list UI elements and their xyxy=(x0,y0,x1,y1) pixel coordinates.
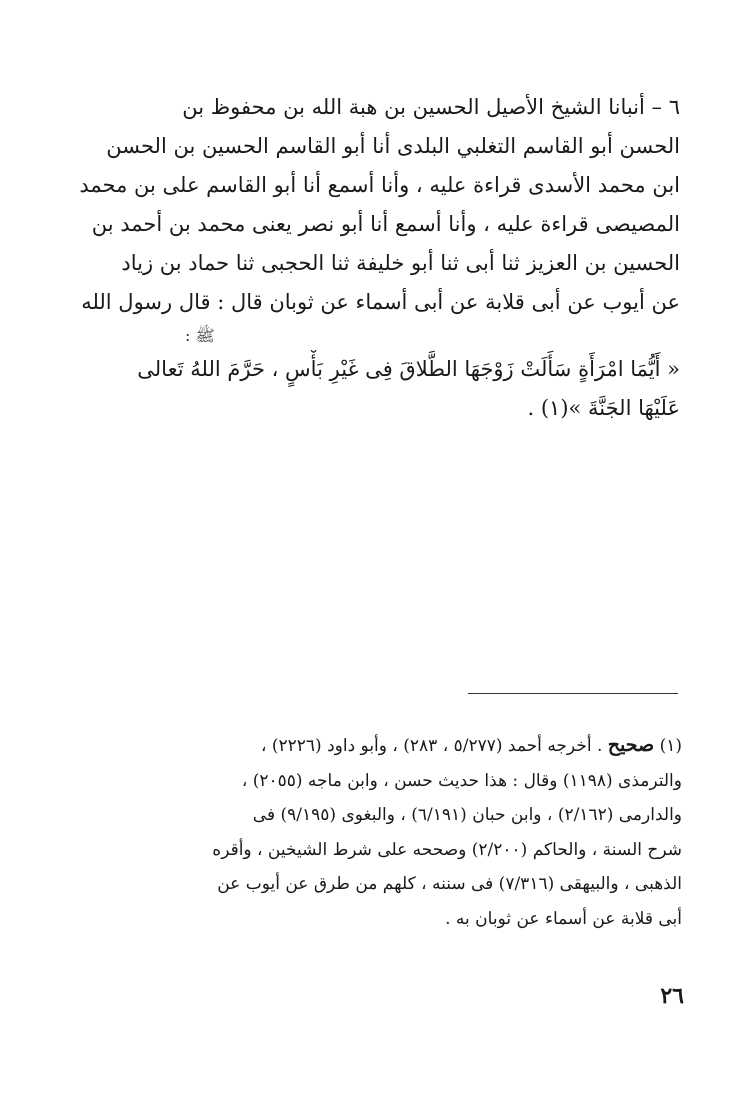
footnote-text: . أخرجه أحمد (٥/٢٧٧ ، ٢٨٣) ، وأبو داود (٢٢٢٦) ، xyxy=(260,736,603,756)
text-line: المصيصى قراءة عليه ، وأنا أسمع أنا أبو نصر يعنى محمد بن أحمد بن xyxy=(91,212,680,236)
text-line: عن أيوب عن أبى قلابة عن أبى أسماء عن ثوبان قال : قال رسول الله xyxy=(81,290,680,314)
footnotes-block xyxy=(70,728,682,936)
footnote-line xyxy=(70,728,682,764)
hadith-line: عَلَيْهَا الجَنَّةَ »(١) . xyxy=(527,396,680,420)
hadith-line: « أَيُّمَا امْرَأَةٍ سَأَلَتْ زَوْجَهَا الطَّلاقَ فِى غَيْرِ بَأْسٍ ، حَرَّمَ اللهُ تَعالى xyxy=(137,357,680,381)
main-text-block xyxy=(75,88,680,428)
footnote-line: والدارمى (٢/١٦٢) ، وابن حبان (٦/١٩١) ، والبغوى (٩/١٩٥) فى xyxy=(252,805,682,825)
hadith-grade: صحيح xyxy=(607,734,655,756)
text-line: ٦ – أنبانا الشيخ الأصيل الحسين بن هبة الله بن محفوظ بن xyxy=(182,95,680,119)
text-line: الحسين بن العزيز ثنا أبى ثنا أبو خليفة ثنا الحجبى ثنا حماد بن زياد xyxy=(121,251,680,275)
text-line: ابن محمد الأسدى قراءة عليه ، وأنا أسمع أنا أبو القاسم على بن محمد xyxy=(79,173,680,197)
footnote-line: الذهبى ، والبيهقى (٧/٣١٦) فى سننه ، كلهم من طرق عن أيوب عن xyxy=(217,874,682,894)
page-number: ٢٦ xyxy=(660,983,684,1009)
footnote-line: شرح السنة ، والحاكم (٢/٢٠٠) وصححه على شرط الشيخين ، وأقره xyxy=(212,839,682,860)
salutation-line: ﷺ : xyxy=(185,326,215,345)
footnote-line: والترمذى (١١٩٨) وقال : هذا حديث حسن ، وابن ماجه (٢٠٥٥) ، xyxy=(241,770,682,791)
footnote-separator xyxy=(468,693,678,694)
footnote-line: أبى قلابة عن أسماء عن ثوبان به . xyxy=(445,908,682,929)
footnote-marker: (١) xyxy=(659,736,682,756)
text-line: الحسن أبو القاسم التغلبي البلدى أنا أبو القاسم الحسين بن الحسن xyxy=(106,134,680,158)
